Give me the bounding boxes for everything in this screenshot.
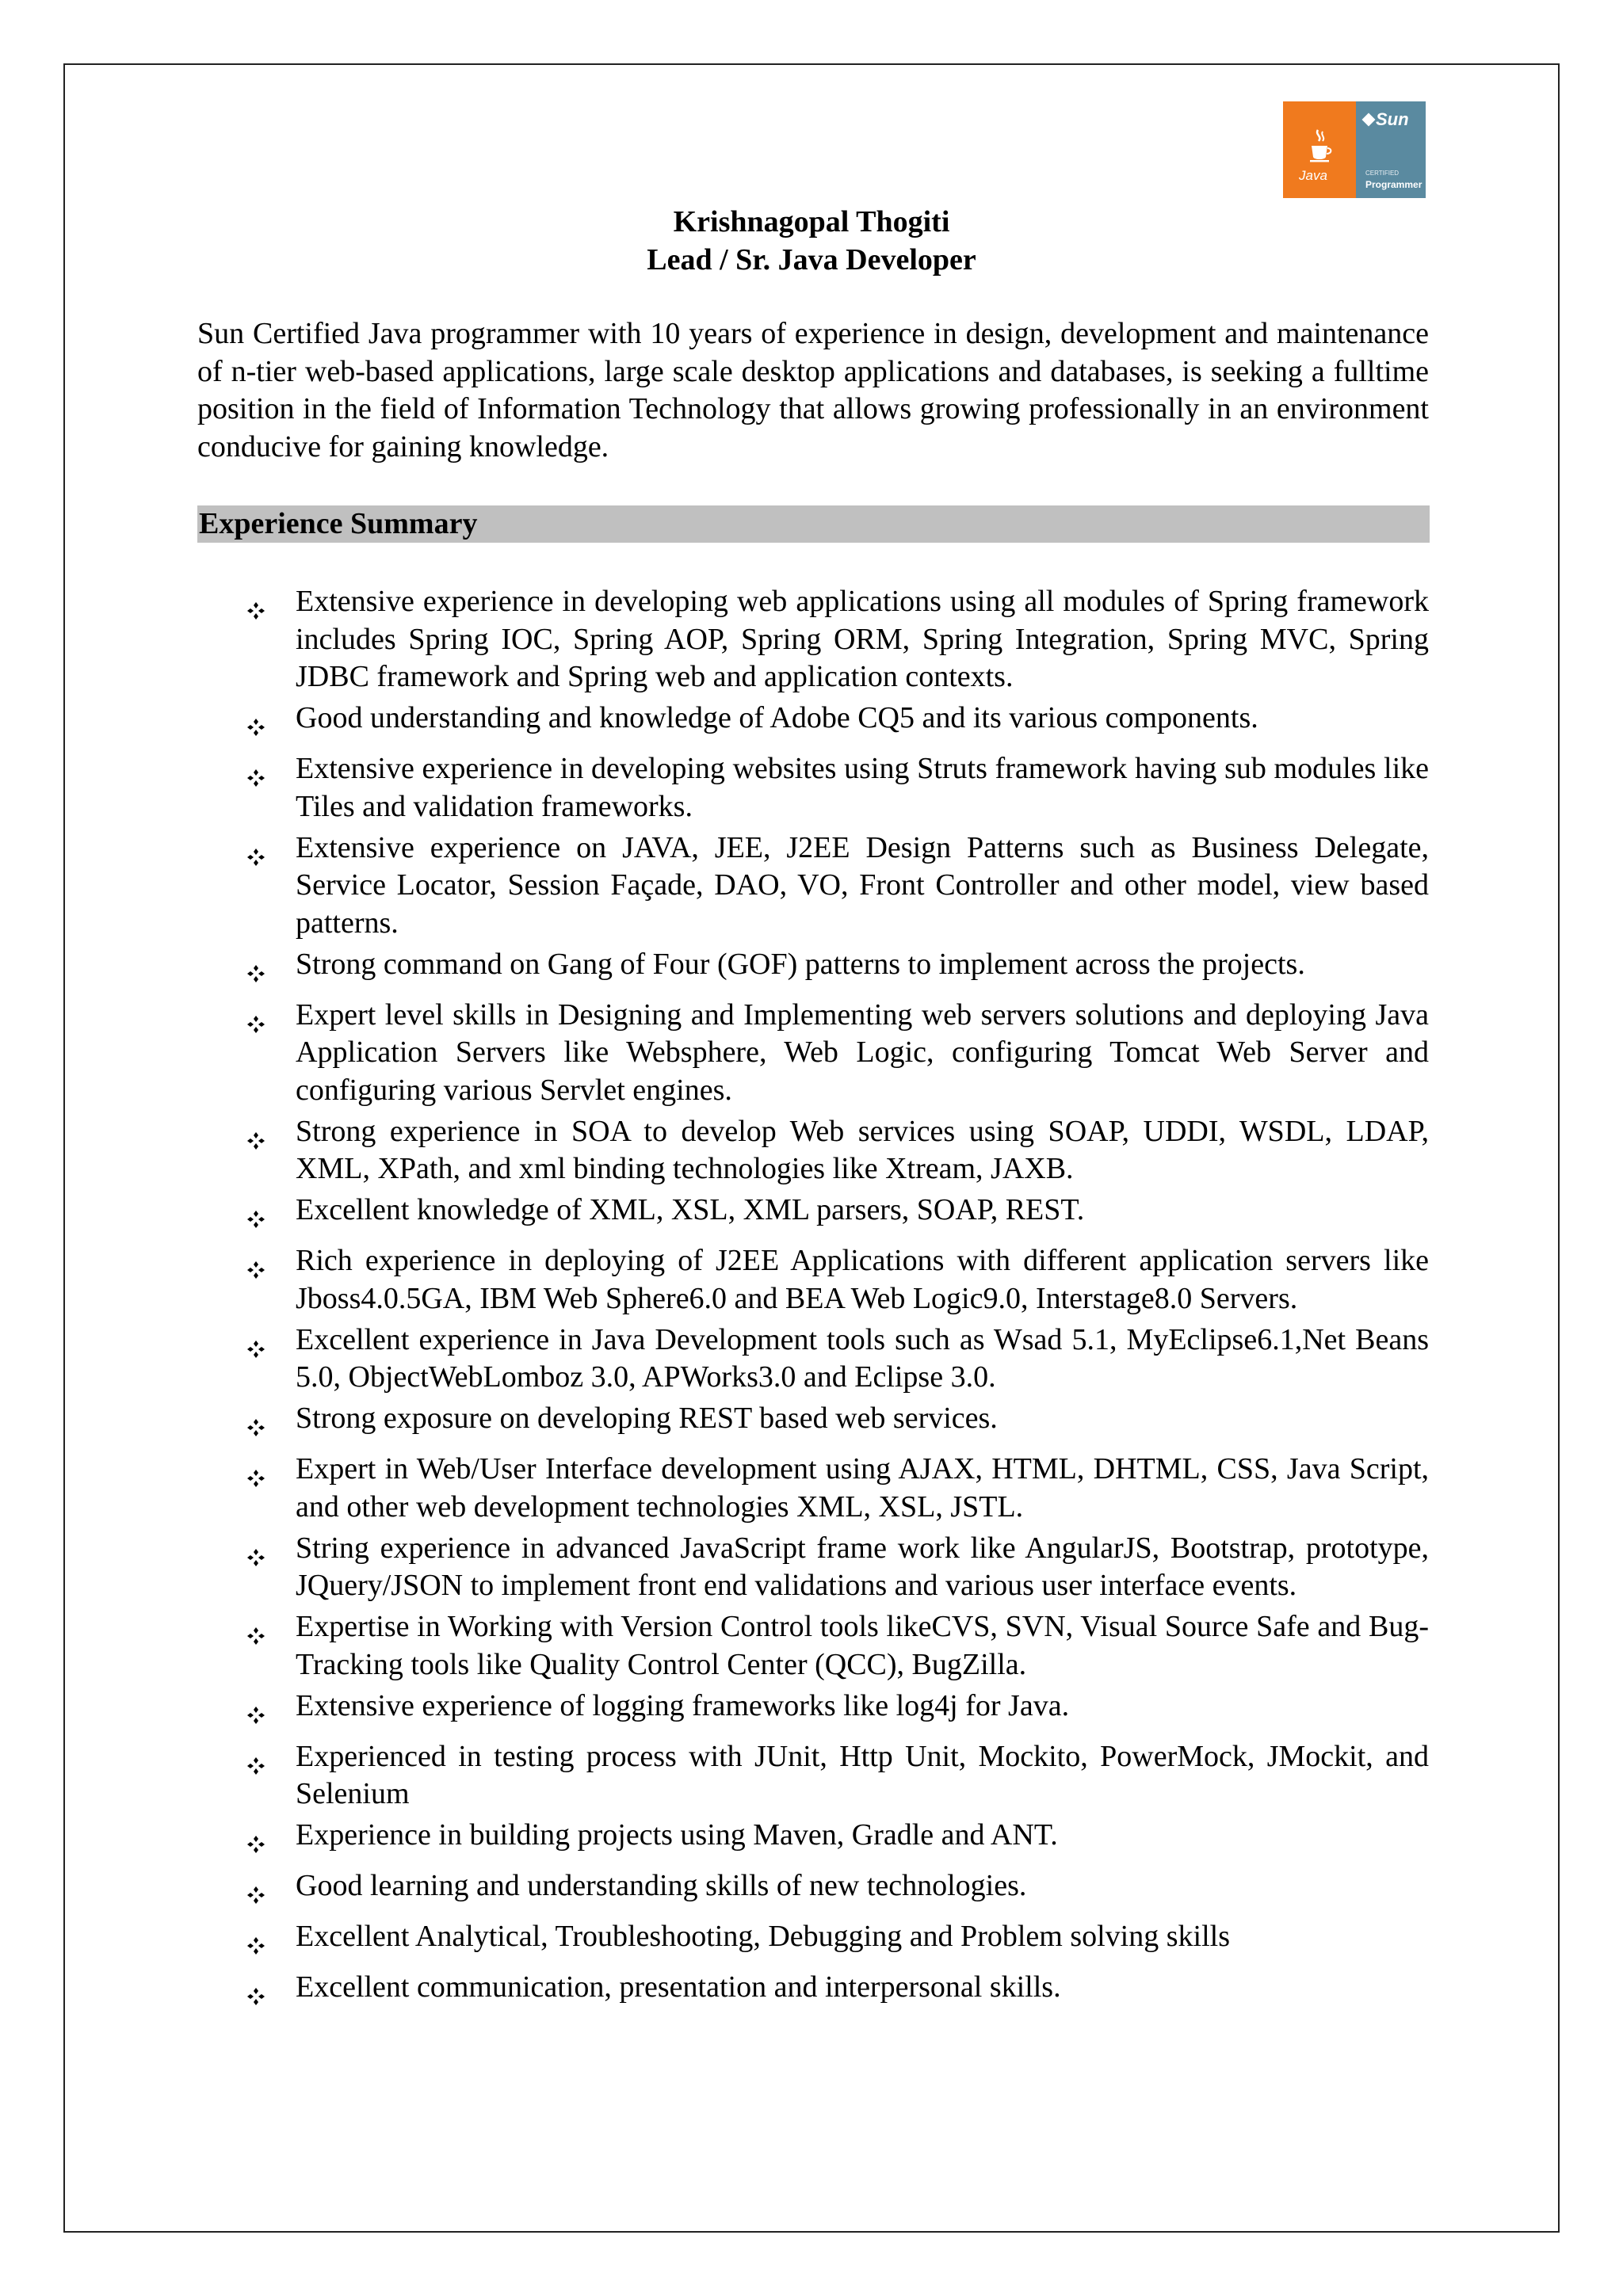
diamond-bullet-icon: [246, 700, 296, 747]
diamond-bullet-icon: [246, 1242, 296, 1318]
list-item: [246, 1867, 1429, 1915]
list-item: [246, 1322, 1429, 1397]
candidate-name: Krishnagopal Thogiti: [673, 205, 950, 238]
list-item: [246, 700, 1429, 747]
list-item-text: Good understanding and knowledge of Adobe CQ5 and its various components.: [296, 701, 1258, 734]
logo-java-text: Java: [1299, 168, 1327, 183]
sun-diamond-icon: [1362, 113, 1376, 127]
diamond-bullet-icon: [246, 1688, 296, 1735]
list-item: [246, 1242, 1429, 1318]
diamond-bullet-icon: [246, 1817, 296, 1864]
list-item-text: Extensive experience in developing websites using Struts framework having sub modules like Tiles and validation frameworks.: [296, 752, 1429, 823]
diamond-bullet-icon: [246, 583, 296, 696]
list-item-text: Extensive experience on JAVA, JEE, J2EE Design Patterns such as Business Delegate, Service Locator, Session Façade, DAO, VO, Front Controller and other model, view based patterns.: [296, 830, 1429, 940]
list-item: [246, 1400, 1429, 1447]
list-item-text: Strong exposure on developing REST based web services.: [296, 1402, 998, 1435]
diamond-bullet-icon: [246, 750, 296, 826]
list-item-text: Expertise in Working with Version Control tools likeCVS, SVN, Visual Source Safe and Bug-Tracking tools like Quality Control Center (QCC), BugZilla.: [296, 1610, 1429, 1681]
profile-summary: Sun Certified Java programmer with 10 years of experience in design, development and maintenance of n-tier web-based applications, large scale desktop applications and databases, is seeking a fulltime position in the field of Information Technology that allows growing professionally in an environment conducive for gaining knowledge.: [197, 317, 1429, 463]
diamond-bullet-icon: [246, 1451, 296, 1526]
list-item-text: Extensive experience in developing web applications using all modules of Spring framework includes Spring IOC, Spring AOP, Spring ORM, Spring Integration, Spring MVC, Spring JDBC framework and Spring web and application contexts.: [296, 585, 1429, 693]
list-item: [246, 1688, 1429, 1735]
list-item-text: Experienced in testing process with JUnit, Http Unit, Mockito, PowerMock, JMockit, and Selenium: [296, 1739, 1429, 1810]
list-item-text: Excellent knowledge of XML, XSL, XML parsers, SOAP, REST.: [296, 1193, 1085, 1226]
list-item: [246, 997, 1429, 1110]
section-heading-experience-summary: Experience Summary: [197, 505, 1430, 543]
diamond-bullet-icon: [246, 1192, 296, 1239]
list-item: [246, 750, 1429, 826]
diamond-bullet-icon: [246, 1969, 296, 2016]
resume-header: [0, 203, 1623, 279]
diamond-bullet-icon: [246, 1530, 296, 1605]
logo-sun-panel: [1356, 101, 1426, 198]
diamond-bullet-icon: [246, 1738, 296, 1814]
list-item-text: Excellent Analytical, Troubleshooting, Debugging and Problem solving skills: [296, 1920, 1230, 1953]
list-item-text: Strong experience in SOA to develop Web services using SOAP, UDDI, WSDL, LDAP, XML, XPath, and xml binding technologies like Xtream, JAXB.: [296, 1114, 1429, 1185]
job-title: Lead / Sr. Java Developer: [647, 243, 976, 277]
list-item: [246, 1817, 1429, 1864]
list-item: [246, 1608, 1429, 1684]
experience-summary-list: [246, 583, 1429, 2019]
diamond-bullet-icon: [246, 1113, 296, 1188]
diamond-bullet-icon: [246, 1608, 296, 1684]
list-item: [246, 1530, 1429, 1605]
list-item: [246, 583, 1429, 696]
diamond-bullet-icon: [246, 1867, 296, 1915]
diamond-bullet-icon: [246, 1400, 296, 1447]
diamond-bullet-icon: [246, 1322, 296, 1397]
sun-certified-java-programmer-logo: [1283, 101, 1426, 198]
diamond-bullet-icon: [246, 946, 296, 994]
list-item-text: Expert in Web/User Interface development using AJAX, HTML, DHTML, CSS, Java Script, and other web development technologies XML, XSL, JSTL.: [296, 1452, 1429, 1524]
list-item: [246, 1918, 1429, 1966]
list-item: [246, 1192, 1429, 1239]
list-item-text: Experience in building projects using Maven, Gradle and ANT.: [296, 1818, 1058, 1852]
list-item: [246, 946, 1429, 994]
list-item: [246, 1969, 1429, 2016]
list-item: [246, 1113, 1429, 1188]
list-item-text: Rich experience in deploying of J2EE Applications with different application servers like Jboss4.0.5GA, IBM Web Sphere6.0 and BEA Web Logic9.0, Interstage8.0 Servers.: [296, 1244, 1429, 1315]
logo-java-panel: [1283, 101, 1356, 198]
list-item-text: Strong command on Gang of Four (GOF) patterns to implement across the projects.: [296, 947, 1305, 981]
diamond-bullet-icon: [246, 1918, 296, 1966]
list-item-text: Expert level skills in Designing and Implementing web servers solutions and deploying Java Application Servers like Websphere, Web Logic, configuring Tomcat Web Server and configuring various Servlet engines.: [296, 997, 1429, 1107]
list-item: [246, 830, 1429, 943]
diamond-bullet-icon: [246, 997, 296, 1110]
list-item-text: Extensive experience of logging frameworks like log4j for Java.: [296, 1688, 1070, 1722]
java-cup-icon: [1308, 128, 1332, 163]
list-item-text: Excellent experience in Java Development tools such as Wsad 5.1, MyEclipse6.1,Net Beans 5.0, ObjectWebLomboz 3.0, APWorks3.0 and Eclipse 3.0.: [296, 1322, 1429, 1394]
logo-sun-wordmark: [1364, 109, 1409, 130]
logo-sun-text: Sun: [1376, 109, 1409, 129]
diamond-bullet-icon: [246, 830, 296, 943]
logo-programmer-text: Programmer: [1365, 179, 1423, 190]
list-item-text: Good learning and understanding skills of new technologies.: [296, 1869, 1027, 1902]
list-item-text: Excellent communication, presentation and interpersonal skills.: [296, 1970, 1061, 2004]
list-item: [246, 1738, 1429, 1814]
list-item: [246, 1451, 1429, 1526]
logo-certified-text: CERTIFIED: [1365, 170, 1400, 177]
list-item-text: String experience in advanced JavaScript frame work like AngularJS, Bootstrap, prototype, JQuery/JSON to implement front end validations and various user interface events.: [296, 1531, 1429, 1602]
